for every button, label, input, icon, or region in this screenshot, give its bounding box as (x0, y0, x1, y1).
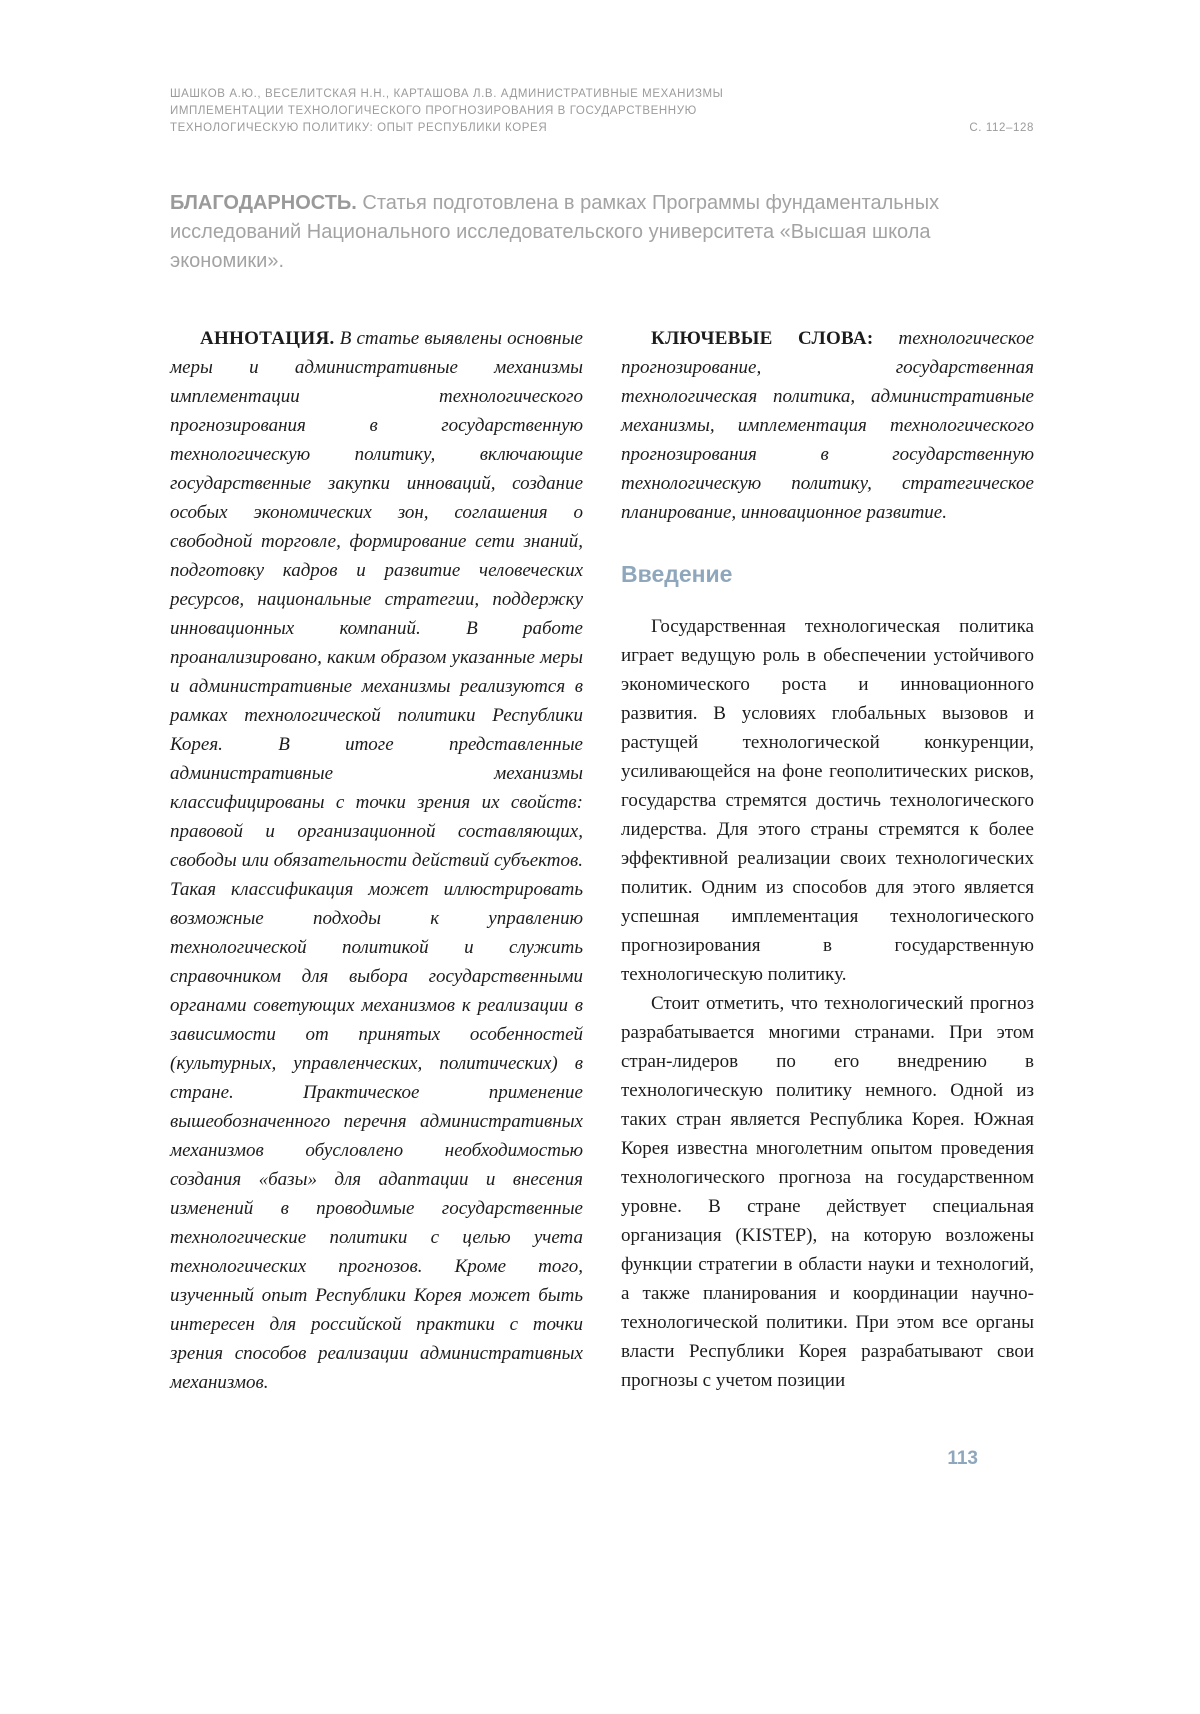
acknowledgment-label: БЛАГОДАРНОСТЬ. (170, 192, 357, 214)
page-range: С. 112–128 (969, 122, 1034, 134)
abstract-paragraph (170, 324, 583, 1397)
page-number: 113 (947, 1448, 978, 1469)
two-column-layout (170, 324, 1034, 1397)
acknowledgment-block (170, 189, 1034, 276)
keywords-paragraph (621, 324, 1034, 527)
introduction-paragraph-2: Стоит отметить, что технологический прогноз разрабатывается многими странами. При этом стран-лидеров по его внедрению в технологическую политику немного. Одной из таких стран является Республика Корея. Южная Корея известна многолетним опытом проведения технологического прогноза на государственном уровне. В стране действует специальная организация (KISTEP), на которую возложены функции стратегии в области науки и технологий, а также планирования и координации научно-технологической политики. При этом все органы власти Республики Корея разрабатывают свои прогнозы с учетом позиции (621, 993, 1034, 1391)
running-header (170, 86, 1034, 137)
abstract-text: В статье выявлены основные меры и административные механизмы имплементации технологического прогнозирования в государственную технологическую политику, включающие государственные закупки инноваций, создание особых экономических зон, соглашения о свободной торговле, формирование сети знаний, подготовку кадров и развитие человеческих ресурсов, национальные стратегии, поддержку инновационных компаний. В работе проанализировано, каким образом указанные меры и административные механизмы реализуются в рамках технологической политики Республики Корея. В итоге представленные административные механизмы классифицированы с точки зрения их свойств: правовой и организационной составляющих, свободы или обязательности действий субъектов. Такая классификация может иллюстрировать возможные подходы к управлению технологической политикой и служить справочником для выбора государственными органами советующих механизмов к реализации в зависимости от принятых особенностей (культурных, управленческих, политических) в стране. Практическое применение вышеобозначенного перечня административных механизмов обусловлено необходимостью создания «базы» для адаптации и внесения изменений в проводимые государственные технологические политики с целью учета технологических прогнозов. Кроме того, изученный опыт Республики Корея может быть интересен для российской практики с точки зрения способов реализации административных механизмов. (170, 328, 583, 1393)
acknowledgment-text: Статья подготовлена в рамках Программы фундаментальных исследований Национального исследовательского университета «Высшая школа экономики». (170, 192, 940, 272)
abstract-column (170, 324, 583, 1397)
introduction-paragraph-1: Государственная технологическая политика играет ведущую роль в обеспечении устойчивого экономического роста и инновационного развития. В условиях глобальных вызовов и растущей технологической конкуренции, усиливающейся на фоне геополитических рисков, государства стремятся достичь технологического лидерства. Для этого страны стремятся к более эффективной реализации своих технологических политик. Одним из способов для этого является успешная имплементация технологического прогнозирования в государственную технологическую политику. (621, 616, 1034, 985)
keywords-label: КЛЮЧЕВЫЕ СЛОВА: (651, 328, 874, 349)
section-heading-introduction: Введение (621, 561, 733, 587)
keywords-text: технологическое прогнозирование, государственная технологическая политика, административные механизмы, имплементация технологического прогнозирования в государственную технологическую политику, стратегическое планирование, инновационное развитие. (621, 328, 1034, 523)
main-column (621, 324, 1034, 1397)
abstract-label: АННОТАЦИЯ. (200, 328, 335, 349)
running-title: ШАШКОВ А.Ю., ВЕСЕЛИТСКАЯ Н.Н., КАРТАШОВА Л.В. АДМИНИСТРАТИВНЫЕ МЕХАНИЗМЫ ИМПЛЕМЕНТАЦИИ ТЕХНОЛОГИЧЕСКОГО ПРОГНОЗИРОВАНИЯ В ГОСУДАРСТВЕННУЮ ТЕХНОЛОГИЧЕСКУЮ ПОЛИТИКУ: ОПЫТ РЕСПУБЛИКИ КОРЕЯ (170, 88, 724, 134)
